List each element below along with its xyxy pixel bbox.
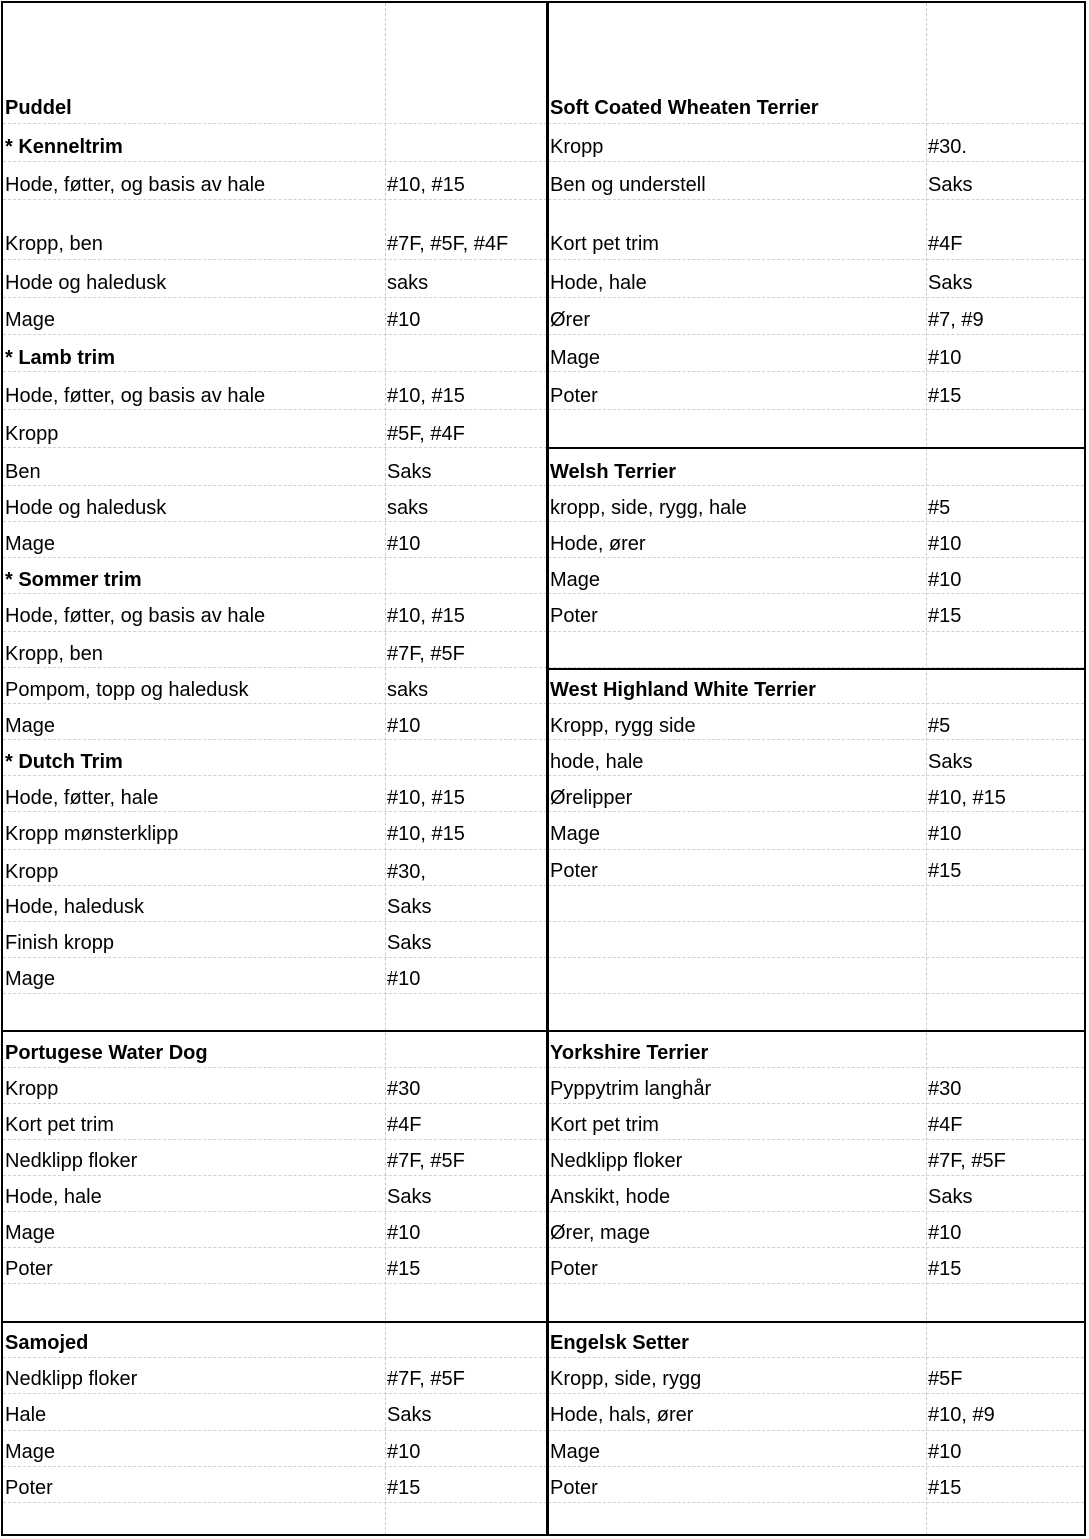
trim-subheading: * Kenneltrim xyxy=(5,136,123,158)
row-label: Pompom, topp og haledusk xyxy=(5,679,249,701)
frame-pwd xyxy=(1,1030,549,1323)
row-value: Saks xyxy=(928,1186,973,1208)
row-label: Hode, føtter, hale xyxy=(5,787,159,809)
row-label: Mage xyxy=(5,1441,56,1463)
row-value: Saks xyxy=(387,932,432,954)
row-value: #4F xyxy=(928,1114,963,1136)
row-value: Saks xyxy=(928,751,973,773)
row-value: #15 xyxy=(928,860,962,882)
section-title-setter: Engelsk Setter xyxy=(550,1332,689,1354)
row-label: Poter xyxy=(550,385,598,407)
row-label: Mage xyxy=(5,533,56,555)
row-value: Saks xyxy=(387,896,432,918)
row-label: Nedklipp floker xyxy=(550,1150,683,1172)
row-value: #7F, #5F xyxy=(387,643,465,665)
row-value: #5F, #4F xyxy=(387,423,465,445)
section-title-puddel: Puddel xyxy=(5,97,72,119)
row-value: #10 xyxy=(387,715,421,737)
trim-subheading: * Sommer trim xyxy=(5,569,142,591)
row-label: Mage xyxy=(5,309,56,331)
row-label: Kropp, rygg side xyxy=(550,715,696,737)
row-value: #15 xyxy=(387,1258,421,1280)
row-label: Kort pet trim xyxy=(550,1114,659,1136)
row-value: Saks xyxy=(928,174,973,196)
grooming-sheet xyxy=(1,1,1086,1536)
row-value: #10 xyxy=(387,533,421,555)
row-label: Kropp mønsterklipp xyxy=(5,823,179,845)
row-value: #10 xyxy=(928,533,962,555)
row-value: #7F, #5F xyxy=(928,1150,1006,1172)
row-value: #10 xyxy=(387,968,421,990)
row-label: Hode, hale xyxy=(5,1186,102,1208)
row-label: Poter xyxy=(550,1477,598,1499)
row-label: Hode, føtter, og basis av hale xyxy=(5,174,266,196)
row-value: saks xyxy=(387,679,429,701)
row-label: Pyppytrim langhår xyxy=(550,1078,712,1100)
section-title-westie: West Highland White Terrier xyxy=(550,679,816,701)
row-value: #10, #15 xyxy=(387,385,465,407)
row-value: Saks xyxy=(387,1186,432,1208)
row-label: Poter xyxy=(550,605,598,627)
row-label: Nedklipp floker xyxy=(5,1150,138,1172)
row-value: #30 xyxy=(387,1078,421,1100)
row-label: Ben og understell xyxy=(550,174,706,196)
section-title-samojed: Samojed xyxy=(5,1332,89,1354)
row-label: Mage xyxy=(5,968,56,990)
trim-subheading: * Lamb trim xyxy=(5,347,116,369)
row-label: Ben xyxy=(5,461,41,483)
row-label: Kropp, ben xyxy=(5,643,103,665)
row-value: Saks xyxy=(387,1404,432,1426)
row-value: #10 xyxy=(387,1222,421,1244)
frame-yorkie xyxy=(546,1030,1086,1323)
row-label: Kort pet trim xyxy=(5,1114,114,1136)
row-value: #10, #15 xyxy=(928,787,1006,809)
row-value: #10 xyxy=(387,1441,421,1463)
row-value: #10 xyxy=(928,1222,962,1244)
row-label: Kropp, ben xyxy=(5,233,103,255)
row-label: Poter xyxy=(5,1477,53,1499)
row-value: #10, #15 xyxy=(387,823,465,845)
row-value: #7F, #5F, #4F xyxy=(387,233,509,255)
row-value: #15 xyxy=(928,605,962,627)
row-value: #30, xyxy=(387,861,426,883)
row-value: #15 xyxy=(387,1477,421,1499)
row-label: Poter xyxy=(550,860,598,882)
row-label: Hode, hals, ører xyxy=(550,1404,694,1426)
row-value: #10 xyxy=(387,309,421,331)
row-label: Mage xyxy=(550,347,601,369)
row-label: Ører, mage xyxy=(550,1222,651,1244)
row-label: Mage xyxy=(550,1441,601,1463)
row-value: #10 xyxy=(928,823,962,845)
row-label: Mage xyxy=(550,823,601,845)
row-value: #10, #15 xyxy=(387,787,465,809)
row-value: #7F, #5F xyxy=(387,1368,465,1390)
section-title-pwd: Portugese Water Dog xyxy=(5,1042,208,1064)
row-label: Kropp xyxy=(5,1078,59,1100)
frame-wheaten xyxy=(546,1,1086,449)
row-value: #4F xyxy=(928,233,963,255)
row-label: Mage xyxy=(5,715,56,737)
row-label: Hode og haledusk xyxy=(5,272,167,294)
row-value: #30 xyxy=(928,1078,962,1100)
row-label: Ørelipper xyxy=(550,787,633,809)
row-label: Ører xyxy=(550,309,590,331)
row-label: Hode, føtter, og basis av hale xyxy=(5,385,266,407)
row-label: Kropp xyxy=(5,423,59,445)
row-value: #10 xyxy=(928,569,962,591)
row-value: saks xyxy=(387,272,429,294)
row-value: saks xyxy=(387,497,429,519)
row-label: Hode, haledusk xyxy=(5,896,144,918)
row-value: #15 xyxy=(928,1477,962,1499)
row-value: #5 xyxy=(928,715,951,737)
row-value: Saks xyxy=(387,461,432,483)
row-value: #4F xyxy=(387,1114,422,1136)
row-label: Mage xyxy=(5,1222,56,1244)
row-label: Hode og haledusk xyxy=(5,497,167,519)
row-value: #5F xyxy=(928,1368,963,1390)
row-value: #10 xyxy=(928,1441,962,1463)
row-label: kropp, side, rygg, hale xyxy=(550,497,747,519)
row-label: Poter xyxy=(550,1258,598,1280)
row-label: Finish kropp xyxy=(5,932,114,954)
row-label: Kropp xyxy=(550,136,604,158)
section-title-welsh: Welsh Terrier xyxy=(550,461,676,483)
row-label: Hode, føtter, og basis av hale xyxy=(5,605,266,627)
section-title-wheaten: Soft Coated Wheaten Terrier xyxy=(550,97,819,119)
row-value: #10, #9 xyxy=(928,1404,995,1426)
row-label: Kropp, side, rygg xyxy=(550,1368,702,1390)
row-label: Hale xyxy=(5,1404,47,1426)
section-title-yorkie: Yorkshire Terrier xyxy=(550,1042,709,1064)
row-label: Hode, ører xyxy=(550,533,646,555)
row-value: #10, #15 xyxy=(387,174,465,196)
trim-subheading: * Dutch Trim xyxy=(5,751,123,773)
row-value: #15 xyxy=(928,385,962,407)
row-value: Saks xyxy=(928,272,973,294)
row-label: hode, hale xyxy=(550,751,644,773)
row-label: Kort pet trim xyxy=(550,233,659,255)
row-label: Hode, hale xyxy=(550,272,647,294)
row-value: #7, #9 xyxy=(928,309,984,331)
row-value: #15 xyxy=(928,1258,962,1280)
row-value: #5 xyxy=(928,497,951,519)
row-value: #30. xyxy=(928,136,967,158)
row-value: #10, #15 xyxy=(387,605,465,627)
row-label: Anskikt, hode xyxy=(550,1186,671,1208)
row-label: Kropp xyxy=(5,861,59,883)
row-label: Poter xyxy=(5,1258,53,1280)
row-label: Mage xyxy=(550,569,601,591)
row-value: #7F, #5F xyxy=(387,1150,465,1172)
row-value: #10 xyxy=(928,347,962,369)
row-label: Nedklipp floker xyxy=(5,1368,138,1390)
